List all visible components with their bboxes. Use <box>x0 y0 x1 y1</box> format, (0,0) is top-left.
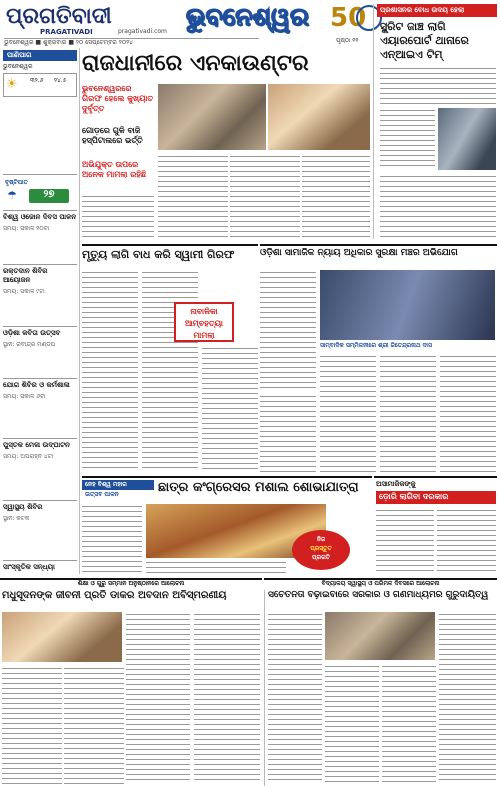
sidebar-item-7 <box>3 560 77 574</box>
story-death-box: ନାବାଳିକା ଆମ୍ବହତ୍ୟା ମାମଲା <box>174 302 234 342</box>
badge-line-2: ପ୍ରସ୍ତୁତ <box>310 545 332 552</box>
story-rights <box>260 244 497 472</box>
story-rights-text-5 <box>260 394 316 472</box>
story-rights-caption: ସାମ୍ବାଦିକ ସମ୍ମିଳନୀରେ ଶ୍ରୀ ଜିତେନ୍ଦ୍ରନାଥ ଦାସ <box>320 342 432 349</box>
lead-text-4 <box>302 154 370 238</box>
rain-box <box>3 174 77 204</box>
sidebar-item-2 <box>3 264 77 324</box>
weather-max: ୩୨.୬ <box>30 77 44 84</box>
top-right-story <box>373 4 497 239</box>
sidebar-item-label: ସ୍ଥାନ: ରବୀନ୍ଦ୍ର ମଣ୍ଡପ <box>3 341 56 348</box>
sidebar-item-label: ସମୟ: ସକାଳ ୧୦ଟା <box>3 225 50 232</box>
lead-photo <box>158 84 266 150</box>
bottom-left-story <box>0 590 262 786</box>
story-rights-text-2 <box>320 354 376 472</box>
weather-title: ପାଣିପାଗ <box>3 50 77 61</box>
bottom-right-text-3 <box>382 664 436 784</box>
sidebar-item-1 <box>3 210 77 262</box>
story-rights-text-4 <box>440 354 496 472</box>
top-right-photo <box>438 108 496 170</box>
bottom-right-text-2 <box>325 664 379 784</box>
top-right-kicker: ପ୍ରଶାସନର ବୋଧ ଉଦୟ ହେଲା <box>377 4 497 17</box>
story-right2 <box>374 476 497 574</box>
weather-min: ୨୪.୫ <box>54 77 67 84</box>
bottom-right-photo <box>325 612 435 660</box>
top-right-text-2 <box>380 108 435 170</box>
bottom-left-photo <box>2 612 122 662</box>
story-rights-text-3 <box>380 354 436 472</box>
story-death <box>82 244 258 472</box>
story-yatra-kicker-2: ଉତ୍ସବ ପାଳନ <box>85 491 119 498</box>
story-yatra-headline: ଛାତ୍ର କଂଗ୍ରେସର ମଶାଲ ଶୋଭାଯାତ୍ରା <box>158 480 359 495</box>
edition-name: ଭୁବନେଶ୍ୱର <box>186 2 309 31</box>
website: pragativadi.com <box>118 28 167 35</box>
top-right-text-3 <box>380 174 496 237</box>
story-yatra-badge <box>292 530 350 570</box>
story-rights-photo <box>320 270 495 340</box>
rain-icon: ☂ <box>7 189 17 202</box>
story-death-text-2 <box>142 270 198 470</box>
story-right2-text-1 <box>376 508 434 574</box>
lead-photo-2 <box>268 84 370 150</box>
story-yatra-text-2 <box>146 560 286 574</box>
lead-sub-1: ଭୁବନେଶ୍ୱରରେ ଗିରଫ ହେଲେ କୁଖ୍ୟାତ ଦୁର୍ବୃତ୍ତ <box>82 84 154 113</box>
sidebar-item-title: ସ୍ୱାସ୍ଥ୍ୟ ଶିବିର <box>3 503 43 511</box>
bottom-right-headline: ସଚେତନତା ବଢ଼ାଇବାରେ ସରକାର ଓ ଗଣମାଧ୍ୟମର ଗୁରୁଦାୟିତ୍ୱ <box>268 590 489 600</box>
strip-1: ଶିକ୍ଷା ଓ ଗୁରୁ ସମ୍ମାନ ଅନୁଷ୍ଠାନରେ ଆଲୋଚନା <box>0 578 262 588</box>
bottom-left-headline: ମଧୁସୂଦନଙ୍କ ଜୀବନୀ ପ୍ରତି ଡାକର ଅବଦାନ ଅବିସ୍ମରଣୀୟ <box>2 590 227 601</box>
lead-text-2 <box>158 154 228 238</box>
sidebar-item-3 <box>3 326 77 376</box>
sidebar-item-title: ବିଶ୍ୱ ଓଜୋନ ଦିବସ ପାଳନ <box>3 213 77 221</box>
weather-city: ଭୁବନେଶ୍ୱର <box>3 63 33 70</box>
bottom-right-text-1 <box>268 612 322 784</box>
top-right-headline: ସ୍କ୍ରିଟ ଜାଞ୍ଚ ଲାଗି ଏୟାରପୋର୍ଟ ଥାନାରେ ଏନ୍‌ଆଇଏ ଟିମ୍ <box>380 20 469 61</box>
lead-story <box>82 48 372 240</box>
rain-value: ୨୭ <box>29 189 69 203</box>
badge-line-1: ନିଜ <box>316 536 326 543</box>
masthead-logo: ପ୍ରଗତିବାଦୀ <box>6 3 112 29</box>
sidebar-item-title: ରକ୍ତଦାନ ଶିବିର ଆୟୋଜନ <box>3 267 48 284</box>
bottom-left-text-4 <box>194 612 260 784</box>
sidebar-item-6 <box>3 500 77 558</box>
sun-cloud-icon: ☀ <box>6 77 18 92</box>
sidebar-item-label: ସମୟ: ସକାଳ ୯ଟା <box>3 288 45 295</box>
strip-2: ବିଦ୍ୟାଳୟ ସ୍ୱାସ୍ଥ୍ୟ ଓ ପରିମଳ ଦିବସରେ ଆଲୋଚନା <box>264 578 497 588</box>
story-yatra-text-1 <box>82 504 142 574</box>
bottom-left-text-3 <box>126 612 190 784</box>
sidebar-item-title: ସାଂସ୍କୃତିକ ସନ୍ଧ୍ୟା <box>3 563 55 571</box>
sidebar-item-label: ସମୟ: ଅପରାହ୍ନ ୪ଟା <box>3 453 54 460</box>
story-death-headline: ମୃତ୍ୟୁ ଲାଗି ବାଧ କରି ସ୍ୱାମୀ ଗିରଫ <box>82 248 235 261</box>
story-right2-kicker: ଅସାମାଜିକଙ୍କୁ <box>376 480 416 488</box>
story-rights-text-1 <box>260 270 316 390</box>
masthead-logo-en: PRAGATIVADI <box>40 28 93 36</box>
lead-sub-2: ଗୋଡ଼ରେ ଗୁଳି ବାଜି ହସ୍ପିଟାଲରେ ଭର୍ତ୍ତି <box>82 126 143 145</box>
bottom-left-text-2 <box>64 666 124 784</box>
bottom-right-story <box>264 590 497 786</box>
story-right2-headline: ଡ଼ୋରି ଲାଗିବା ଦରକାର <box>376 491 496 504</box>
sidebar-item-title: ପୁସ୍ତକ ମେଳା ଉଦ୍‌ଘାଟନ <box>3 441 70 449</box>
story-rights-headline: ଓଡ଼ିଶା ସାମାଜିକ ନ୍ୟାୟ ଅଧିକାର ସୁରକ୍ଷା ମଞ୍ଚର ଅଭିଯୋଗ <box>260 248 458 258</box>
sidebar-item-5 <box>3 438 77 498</box>
story-death-text-1 <box>82 270 138 470</box>
lead-text-3 <box>230 154 300 238</box>
bottom-right-text-4 <box>439 612 496 784</box>
sidebar-item-label: ସମୟ: ସକାଳ ୬ଟା <box>3 393 46 400</box>
rain-title: ବୃଷ୍ଟିପାତ <box>5 179 28 186</box>
sidebar-item-title: ଯୋଗ ଶିବିର ଓ କର୍ମଶାଳା <box>3 381 70 389</box>
bottom-left-text-1 <box>2 666 62 784</box>
lead-headline-text: ରାଜଧାନୀରେ ଏନକାଉଣ୍ଟର <box>82 50 309 76</box>
story-death-text-3 <box>202 346 258 470</box>
lead-sub-3: ଅଭିଯୁକ୍ତ ଉପରେ ଅନେକ ମାମଲା ରହିଛି <box>82 160 147 179</box>
badge-line-3: ପ୍ରଗତି <box>312 554 330 561</box>
page-number: ପୃଷ୍ଠା ୧୧ <box>336 37 359 44</box>
lead-headline <box>82 50 372 80</box>
left-sidebar <box>0 48 80 574</box>
weather-box <box>3 73 77 97</box>
story-yatra <box>82 476 372 574</box>
sidebar-item-label: ସ୍ଥାନ: କଟକ <box>3 515 30 522</box>
sidebar-item-title: ଓଡ଼ିଶା କବିତା ଉତ୍ସବ <box>3 329 61 337</box>
date-line: ଭୁବନେଶ୍ୱର ■ ଶୁକ୍ରବାର ■ ୨୦ ସେପ୍ଟେମ୍ବର ୨୦୨୪ <box>4 38 259 46</box>
anniversary-number: 50 <box>330 3 367 33</box>
story-right2-text-2 <box>437 508 496 574</box>
story-yatra-kicker: ନେହ ବିଶ୍ୱ ମହାର <box>82 480 154 490</box>
top-right-text-1 <box>380 66 496 106</box>
sidebar-item-4 <box>3 378 77 436</box>
lead-text-1 <box>82 194 154 238</box>
